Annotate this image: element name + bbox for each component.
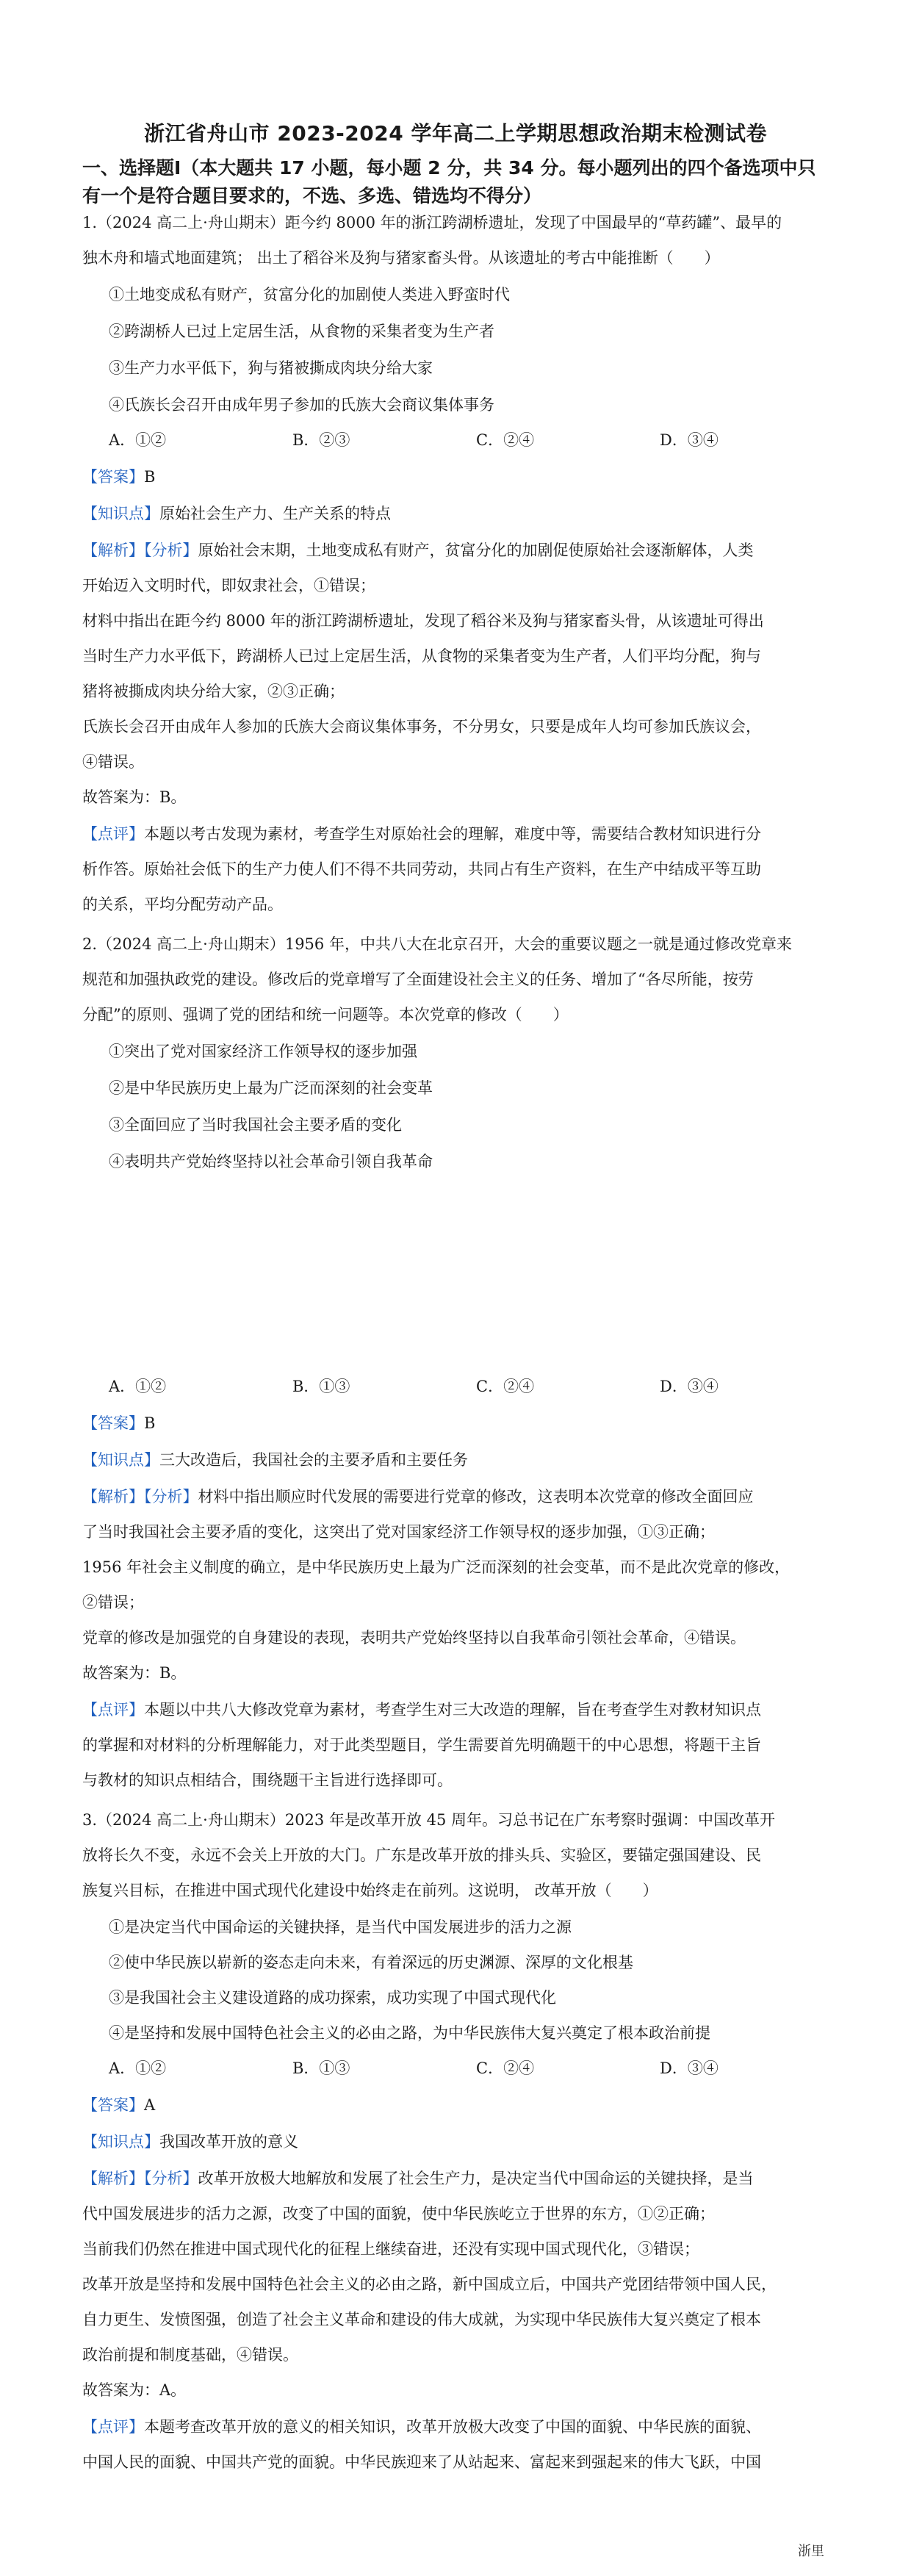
q1-option-3: ③生产力水平低下，狗与猪被撕成肉块分给大家 [109,359,433,377]
knowledge-tag: 【知识点】 [82,2133,159,2151]
footer-watermark: 浙里 [798,2544,824,2559]
q1-comment-line-3: 的关系，平均分配劳动产品。 [82,896,283,913]
q1-knowledge: 【知识点】原始社会生产力、生产关系的特点 [82,505,391,522]
q1-comment-line-1: 【点评】本题以考古发现为素材，考查学生对原始社会的理解，难度中等，需要结合教材知识进行分 [82,825,761,843]
q2-stem-line-3: 分配”的原则、强调了党的团结和统一问题等。本次党章的修改（ ） [82,1006,569,1023]
q2-knowledge: 【知识点】三大改造后，我国社会的主要矛盾和主要任务 [82,1451,468,1469]
q2-choice-d: D．③④ [660,1378,719,1395]
q2-analysis-line-1: 【解析】【分析】材料中指出顺应时代发展的需要进行党章的修改，这表明本次党章的修改全面回应 [82,1488,754,1505]
q1-analysis-line-2: 开始迈入文明时代，即奴隶社会，①错误； [82,577,375,594]
q2-option-1: ①突出了党对国家经济工作领导权的逐步加强 [109,1043,417,1060]
q1-choice-d: D．③④ [660,431,719,449]
q3-choice-a: A．①② [109,2059,167,2077]
q1-result: 故答案为：B。 [82,788,187,806]
section-heading: 一、选择题Ⅰ（本大题共 17 小题，每小题 2 分，共 34 分。每小题列出的四个备选项中只有一个是符合题目要求的，不选、多选、错选均不得分） [82,157,816,206]
q3-answer: 【答案】A [82,2096,156,2114]
q2-choice-c: C．②④ [476,1378,535,1395]
q2-answer: 【答案】B [82,1414,156,1432]
q2-comment-line-3: 与教材的知识点相结合，围绕题干主旨进行选择即可。 [82,1771,453,1789]
q1-stem-line-1: 1.（2024 高二上·舟山期末）距今约 8000 年的浙江跨湖桥遗址，发现了中国最早的“草药罐”、最早的 [82,214,782,231]
q3-choice-b: B．①③ [292,2059,350,2077]
q1-comment-line-2: 析作答。原始社会低下的生产力使人们不得不共同劳动，共同占有生产资料，在生产中结成平等互助 [82,860,761,878]
q2-analysis-line-2: 了当时我国社会主要矛盾的变化，这突出了党对国家经济工作领导权的逐步加强，①③正确； [82,1523,715,1541]
q3-analysis-line-2: 代中国发展进步的活力之源，改变了中国的面貌，使中华民族屹立于世界的东方，①②正确； [82,2205,715,2223]
answer-tag: 【答案】 [82,2096,144,2114]
comment-tag: 【点评】 [82,825,144,843]
q1-analysis-line-3: 材料中指出在距今约 8000 年的浙江跨湖桥遗址，发现了稻谷米及狗与猪家畜头骨，从该遗址可得出 [82,612,764,630]
q1-stem-line-2: 独木舟和墙式地面建筑； 出土了稻谷米及狗与猪家畜头骨。从该遗址的考古中能推断（ ） [82,249,720,267]
q3-option-1: ①是决定当代中国命运的关键抉择，是当代中国发展进步的活力之源 [109,1918,572,1936]
q2-comment-line-2: 的掌握和对材料的分析理解能力，对于此类型题目，学生需要首先明确题干的中心思想，将题干主旨 [82,1736,761,1754]
q2-option-4: ④表明共产党始终坚持以社会革命引领自我革命 [109,1153,433,1170]
q1-choice-c: C．②④ [476,431,535,449]
q2-comment-line-1: 【点评】本题以中共八大修改党章为素材，考查学生对三大改造的理解，旨在考查学生对教材知识点 [82,1701,761,1719]
q3-option-4: ④是坚持和发展中国特色社会主义的必由之路，为中华民族伟大复兴奠定了根本政治前提 [109,2024,710,2042]
answer-tag: 【答案】 [82,468,144,486]
analysis-tag: 【解析】【分析】 [82,2170,198,2187]
comment-tag: 【点评】 [82,2418,144,2436]
q2-analysis-line-3: 1956 年社会主义制度的确立，是中华民族历史上最为广泛而深刻的社会变革，而不是此次党章的修改， [82,1558,791,1576]
blank-space [82,1183,824,1367]
analysis-tag: 【解析】【分析】 [82,1488,198,1505]
q2-stem-line-2: 规范和加强执政党的建设。修改后的党章增写了全面建设社会主义的任务、增加了“各尽所能，按劳 [82,971,754,988]
q1-analysis-line-1: 【解析】【分析】原始社会末期，土地变成私有财产，贫富分化的加剧促使原始社会逐渐解体，人类 [82,542,754,559]
q2-choice-b: B．①③ [292,1378,350,1395]
q1-analysis-line-4: 当时生产力水平低下，跨湖桥人已过上定居生活，从食物的采集者变为生产者，人们平均分配，狗与 [82,647,761,665]
q1-option-1: ①土地变成私有财产，贫富分化的加剧使人类进入野蛮时代 [109,286,510,303]
q3-analysis-line-3: 当前我们仍然在推进中国式现代化的征程上继续奋进，还没有实现中国式现代化，③错误； [82,2240,699,2258]
q3-option-3: ③是我国社会主义建设道路的成功探索，成功实现了中国式现代化 [109,1989,556,2007]
q3-result: 故答案为：A。 [82,2381,187,2399]
q1-option-2: ②跨湖桥人已过上定居生活，从食物的采集者变为生产者 [109,323,494,340]
q3-stem-line-2: 放将长久不变，永远不会关上开放的大门。广东是改革开放的排头兵、实验区，要锚定强国建设、民 [82,1846,761,1864]
analysis-tag: 【解析】【分析】 [82,542,198,559]
q2-analysis-line-5: 党章的修改是加强党的自身建设的表现，表明共产党始终坚持以自我革命引领社会革命，④错误。 [82,1629,746,1647]
q3-choice-c: C．②④ [476,2059,535,2077]
q2-option-2: ②是中华民族历史上最为广泛而深刻的社会变革 [109,1079,433,1097]
q2-analysis-line-4: ②错误； [82,1594,144,1611]
q1-analysis-line-7: ④错误。 [82,753,144,771]
q2-stem-line-1: 2.（2024 高二上·舟山期末）1956 年，中共八大在北京召开，大会的重要议题之一就是通过修改党章来 [82,935,792,953]
page-title: 浙江省舟山市 2023-2024 学年高二上学期思想政治期末检测试卷 [144,121,767,145]
q3-analysis-line-6: 政治前提和制度基础，④错误。 [82,2346,298,2364]
q3-analysis-line-4: 改革开放是坚持和发展中国特色社会主义的必由之路，新中国成立后，中国共产党团结带领中国人民， [82,2275,777,2293]
q1-analysis-line-5: 猪将被撕成肉块分给大家，②③正确； [82,683,345,700]
q3-stem-line-3: 族复兴目标，在推进中国式现代化建设中始终走在前列。这说明， 改革开放（ ） [82,1882,658,1899]
q2-choice-a: A．①② [109,1378,167,1395]
q3-choice-d: D．③④ [660,2059,719,2077]
q2-result: 故答案为：B。 [82,1664,187,1682]
q1-analysis-line-6: 氏族长会召开由成年人参加的氏族大会商议集体事务，不分男女，只要是成年人均可参加氏族议会， [82,718,761,735]
q3-stem-line-1: 3.（2024 高二上·舟山期末）2023 年是改革开放 45 周年。习总书记在广东考察时强调：中国改革开 [82,1811,776,1829]
comment-tag: 【点评】 [82,1701,144,1719]
knowledge-tag: 【知识点】 [82,1451,159,1469]
q3-knowledge: 【知识点】我国改革开放的意义 [82,2133,298,2151]
q1-choice-b: B．②③ [292,431,350,449]
q1-option-4: ④氏族长会召开由成年男子参加的氏族大会商议集体事务 [109,396,494,414]
q1-answer: 【答案】B [82,468,156,486]
q3-analysis-line-5: 自力更生、发愤图强，创造了社会主义革命和建设的伟大成就，为实现中华民族伟大复兴奠定了根本 [82,2311,761,2328]
q3-option-2: ②使中华民族以崭新的姿态走向未来，有着深远的历史渊源、深厚的文化根基 [109,1954,633,1971]
knowledge-tag: 【知识点】 [82,505,159,522]
answer-tag: 【答案】 [82,1414,144,1432]
q1-choice-a: A．①② [109,431,167,449]
q3-comment-line-1: 【点评】本题考查改革开放的意义的相关知识，改革开放极大改变了中国的面貌、中华民族的面貌、 [82,2418,761,2436]
q3-analysis-line-1: 【解析】【分析】改革开放极大地解放和发展了社会生产力，是决定当代中国命运的关键抉择，是当 [82,2170,754,2187]
q2-option-3: ③全面回应了当时我国社会主要矛盾的变化 [109,1116,402,1134]
q3-comment-line-2: 中国人民的面貌、中国共产党的面貌。中华民族迎来了从站起来、富起来到强起来的伟大飞跃，中国 [82,2453,761,2471]
